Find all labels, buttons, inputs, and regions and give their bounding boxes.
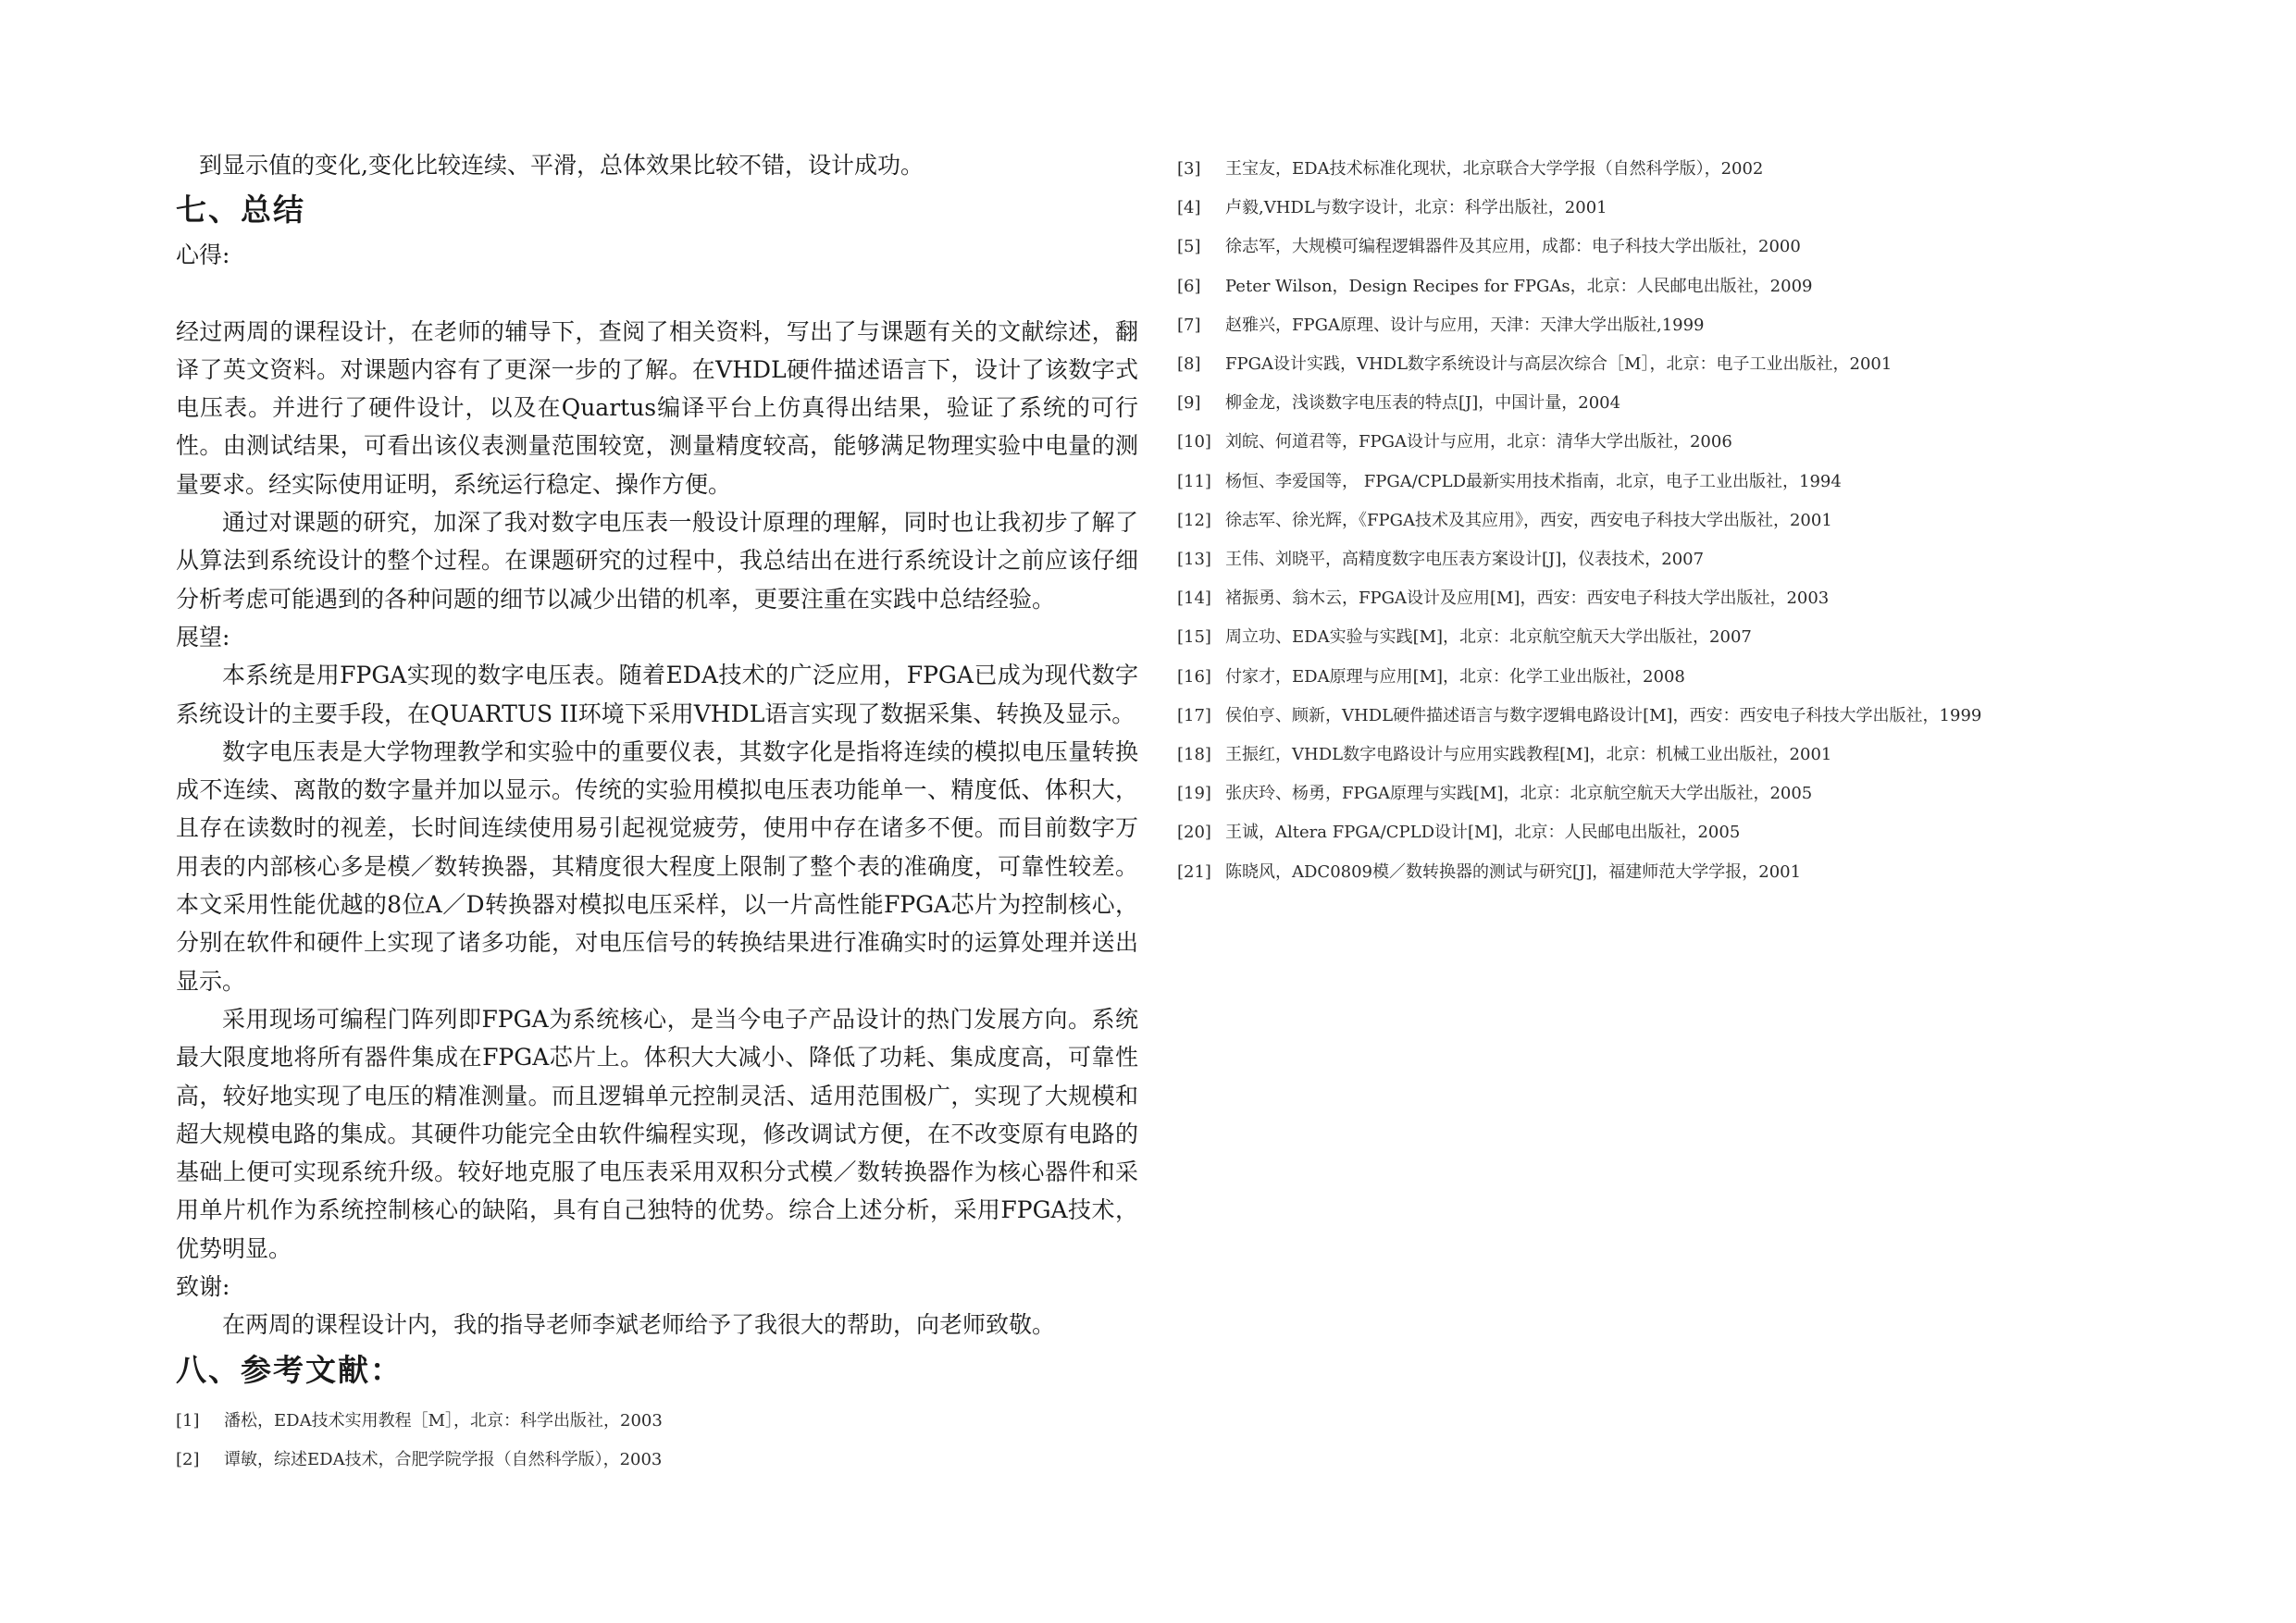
reference-number: [14] bbox=[1177, 588, 1211, 609]
reference-number: [21] bbox=[1177, 861, 1211, 882]
reference-text: 周立功、EDA实验与实践[M]，北京：北京航空航天大学出版社，2007 bbox=[1225, 627, 1752, 648]
reference-number: [18] bbox=[1177, 745, 1211, 765]
reference-text: 付家才，EDA原理与应用[M]，北京：化学工业出版社，2008 bbox=[1225, 666, 1685, 687]
reference-text: 刘皖、何道君等，FPGA设计与应用，北京：清华大学出版社，2006 bbox=[1225, 432, 1732, 452]
reference-item bbox=[1177, 540, 2214, 579]
reference-text: FPGA设计实践，VHDL数字系统设计与高层次综合［M］，北京：电子工业出版社，2001 bbox=[1225, 354, 1893, 375]
reference-text: 侯伯亨、顾新，VHDL硬件描述语言与数字逻辑电路设计[M]，西安：西安电子科技大学出版社，1999 bbox=[1225, 705, 1982, 725]
reference-number: [4] bbox=[1177, 198, 1201, 218]
reference-number: [2] bbox=[176, 1449, 200, 1469]
reference-item bbox=[1177, 306, 2214, 345]
reference-text: 杨恒、李爱国等， FPGA/CPLD最新实用技术指南，北京，电子工业出版社，1994 bbox=[1225, 471, 1842, 491]
reference-text: 谭敏，综述EDA技术，合肥学院学报（自然科学版），2003 bbox=[224, 1449, 663, 1469]
xinde-paragraph-2: 通过对课题的研究，加深了我对数字电压表一般设计原理的理解，同时也让我初步了解了从算法到系统设计的整个过程。在课题研究的过程中，我总结出在进行系统设计之前应该仔细分析考虑可能遇到的各种问题的细节以减少出错的机率，更要注重在实践中总结经验。 bbox=[176, 509, 1138, 613]
reference-number: [8] bbox=[1177, 354, 1201, 375]
reference-item bbox=[1177, 697, 2214, 736]
reference-number: [5] bbox=[1177, 237, 1201, 257]
label-xinde: 心得: bbox=[176, 242, 230, 269]
reference-item bbox=[1177, 502, 2214, 540]
left-column bbox=[176, 146, 1138, 1480]
reference-number: [6] bbox=[1177, 276, 1201, 296]
reference-item bbox=[1177, 423, 2214, 462]
reference-text: 陈晓风，ADC0809模／数转换器的测试与研究[J]，福建师范大学学报，2001 bbox=[1225, 861, 1802, 882]
reference-number: [12] bbox=[1177, 510, 1211, 530]
zhanwang-paragraph-1: 本系统是用FPGA实现的数字电压表。随着EDA技术的广泛应用，FPGA已成为现代数字系统设计的主要手段，在QUARTUS II环境下采用VHDL语言实现了数据采集、转换及显示。 bbox=[176, 662, 1138, 727]
zhanwang-paragraph-2: 数字电压表是大学物理教学和实验中的重要仪表，其数字化是指将连续的模拟电压量转换成不连续、离散的数字量并加以显示。传统的实验用模拟电压表功能单一、精度低、体积大，且存在读数时的视差，长时间连续使用易引起视觉疲劳，使用中存在诸多不便。而目前数字万用表的内部核心多是模／数转换器，其精度很大程度上限制了整个表的准确度，可靠性较差。本文采用性能优越的8位A／D转换器对模拟电压采样，以一片高性能FPGA芯片为控制核心，分别在软件和硬件上实现了诸多功能，对电压信号的转换结果进行准确实时的运算处理并送出显示。 bbox=[176, 737, 1138, 995]
reference-item bbox=[1177, 579, 2214, 618]
reference-text: 褚振勇、翁木云，FPGA设计及应用[M]，西安：西安电子科技大学出版社，2003 bbox=[1225, 588, 1830, 609]
reference-item bbox=[176, 1441, 1138, 1480]
reference-item bbox=[1177, 345, 2214, 384]
reference-text: 王宝友，EDA技术标准化现状，北京联合大学学报（自然科学版），2002 bbox=[1225, 159, 1764, 179]
continuation-paragraph: 到显示值的变化,变化比较连续、平滑，总体效果比较不错，设计成功。 bbox=[199, 152, 924, 179]
reference-number: [15] bbox=[1177, 627, 1211, 648]
reference-item bbox=[1177, 384, 2214, 423]
reference-item bbox=[1177, 618, 2214, 657]
reference-number: [19] bbox=[1177, 784, 1211, 804]
reference-item bbox=[1177, 774, 2214, 813]
reference-item bbox=[1177, 463, 2214, 502]
reference-text: 王伟、刘晓平，高精度数字电压表方案设计[J]，仪表技术，2007 bbox=[1225, 550, 1705, 570]
reference-number: [7] bbox=[1177, 315, 1201, 335]
reference-text: 赵雅兴，FPGA原理、设计与应用，天津：天津大学出版社,1999 bbox=[1225, 315, 1705, 335]
xinde-paragraph-1: 经过两周的课程设计，在老师的辅导下，查阅了相关资料，写出了与课题有关的文献综述，翻译了英文资料。对课题内容有了更深一步的了解。在VHDL硬件描述语言下，设计了该数字式电压表。并进行了硬件设计，以及在Quartus编译平台上仿真得出结果，验证了系统的可行性。由测试结果，可看出该仪表测量范围较宽，测量精度较高，能够满足物理实验中电量的测量要求。经实际使用证明，系统运行稳定、操作方便。 bbox=[176, 317, 1138, 498]
reference-text: 潘松，EDA技术实用教程［M］，北京：科学出版社，2003 bbox=[224, 1410, 663, 1431]
reference-number: [13] bbox=[1177, 550, 1211, 570]
reference-item bbox=[1177, 189, 2214, 228]
reference-item bbox=[1177, 658, 2214, 697]
reference-number: [10] bbox=[1177, 432, 1211, 452]
reference-text: 王诚，Altera FPGA/CPLD设计[M]，北京：人民邮电出版社，2005 bbox=[1225, 823, 1741, 843]
reference-item bbox=[1177, 267, 2214, 306]
reference-list-left bbox=[176, 1402, 1138, 1480]
reference-item bbox=[1177, 853, 2214, 892]
reference-number: [11] bbox=[1177, 471, 1211, 491]
section-8-heading: 八、参考文献： bbox=[176, 1351, 403, 1388]
reference-number: [1] bbox=[176, 1410, 200, 1431]
reference-text: Peter Wilson，Design Recipes for FPGAs，北京：人民邮电出版社，2009 bbox=[1225, 276, 1813, 296]
section-7-heading: 七、总结 bbox=[176, 192, 305, 229]
reference-text: 徐志军，大规模可编程逻辑器件及其应用，成都：电子科技大学出版社，2000 bbox=[1225, 237, 1801, 257]
reference-item bbox=[1177, 813, 2214, 852]
reference-item bbox=[1177, 736, 2214, 774]
reference-number: [3] bbox=[1177, 159, 1201, 179]
reference-text: 柳金龙，浅谈数字电压表的特点[J]，中国计量，2004 bbox=[1225, 393, 1621, 414]
reference-text: 王振红，VHDL数字电路设计与应用实践教程[M]，北京：机械工业出版社，2001 bbox=[1225, 745, 1832, 765]
reference-number: [9] bbox=[1177, 393, 1201, 414]
blank-line bbox=[176, 275, 1138, 313]
reference-number: [16] bbox=[1177, 666, 1211, 687]
right-column bbox=[1177, 150, 2214, 892]
label-zhixie: 致谢: bbox=[176, 1273, 230, 1301]
reference-item bbox=[1177, 150, 2214, 189]
reference-text: 徐志军、徐光辉，《FPGA技术及其应用》，西安，西安电子科技大学出版社，2001 bbox=[1225, 510, 1832, 530]
reference-number: [20] bbox=[1177, 823, 1211, 843]
reference-text: 卢毅,VHDL与数字设计，北京：科学出版社，2001 bbox=[1225, 198, 1607, 218]
reference-text: 张庆玲、杨勇，FPGA原理与实践[M]，北京：北京航空航天大学出版社，2005 bbox=[1225, 784, 1813, 804]
zhixie-paragraph: 在两周的课程设计内，我的指导老师李斌老师给予了我很大的帮助，向老师致敬。 bbox=[222, 1311, 1056, 1339]
reference-item bbox=[176, 1402, 1138, 1441]
reference-number: [17] bbox=[1177, 705, 1211, 725]
zhanwang-paragraph-3: 采用现场可编程门阵列即FPGA为系统核心，是当今电子产品设计的热门发展方向。系统最大限度地将所有器件集成在FPGA芯片上。体积大大减小、降低了功耗、集成度高，可靠性高，较好地实现了电压的精准测量。而且逻辑单元控制灵活、适用范围极广，实现了大规模和超大规模电路的集成。其硬件功能完全由软件编程实现，修改调试方便，在不改变原有电路的基础上便可实现系统升级。较好地克服了电压表采用双积分式模／数转换器作为核心器件和采用单片机作为系统控制核心的缺陷，具有自己独特的优势。综合上述分析，采用FPGA技术，优势明显。 bbox=[176, 1005, 1138, 1262]
reference-list-right bbox=[1177, 150, 2214, 892]
label-zhanwang: 展望: bbox=[176, 623, 230, 650]
reference-item bbox=[1177, 228, 2214, 266]
